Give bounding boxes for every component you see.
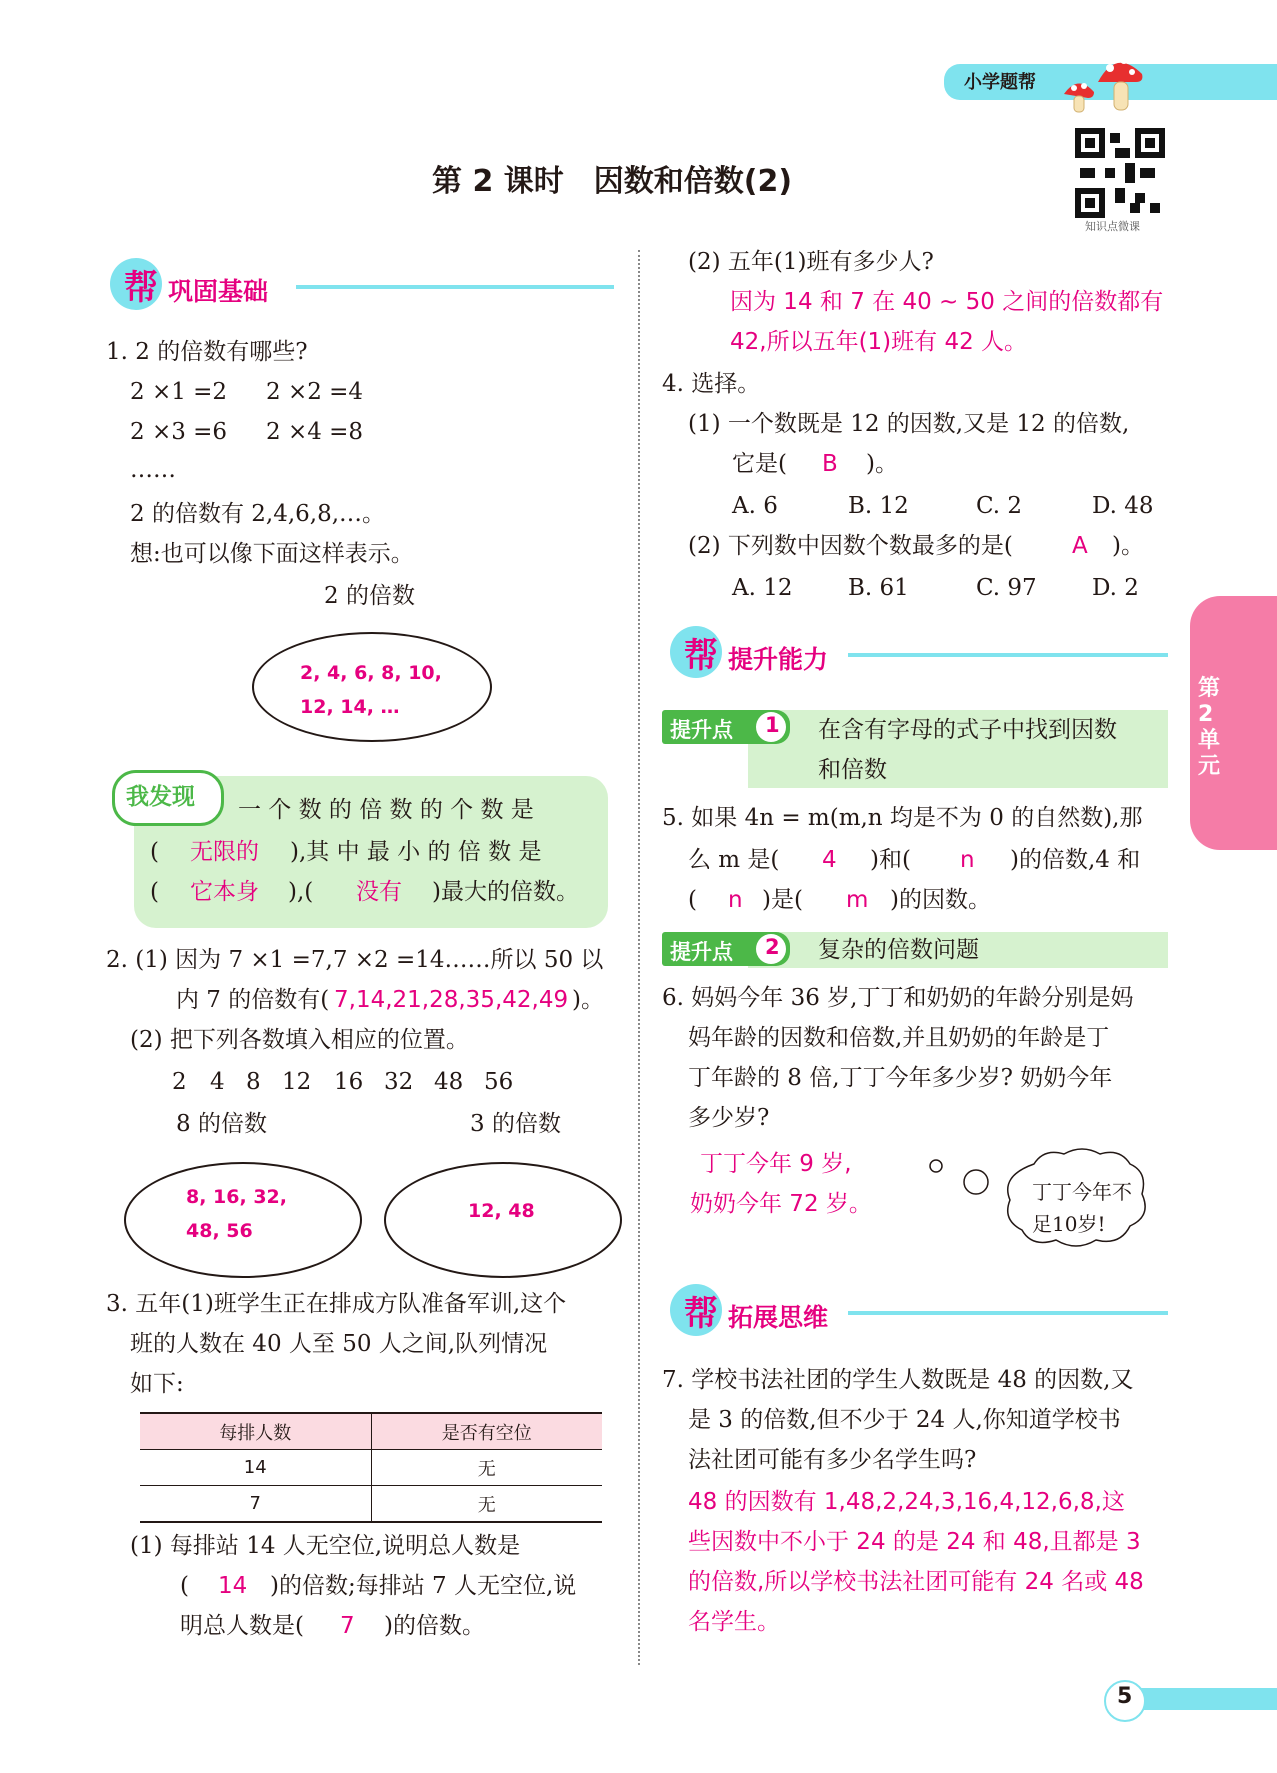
section-rule xyxy=(296,285,614,289)
q5-answer: 4 xyxy=(822,847,837,873)
section-title-expand: 拓展思维 xyxy=(728,1303,829,1332)
discover-line: ),其 中 最 小 的 倍 数 是 xyxy=(290,839,542,865)
q4-title: 4. 选择。 xyxy=(662,371,761,397)
q2-line: )。 xyxy=(572,987,604,1013)
q4-line: )。 xyxy=(866,451,898,477)
q5-line: )的因数。 xyxy=(890,887,991,913)
q2-line: (2) 把下列各数填入相应的位置。 xyxy=(130,1027,469,1053)
brand-text: 小学题帮 xyxy=(964,72,1036,93)
q2-line: 内 7 的倍数有( xyxy=(176,987,330,1013)
q4-answer: B xyxy=(822,451,838,477)
q1-answer: 2, 4, 6, 8, 10, xyxy=(300,662,442,684)
q2-answer: 7,14,21,28,35,42,49 xyxy=(334,987,569,1013)
section-badge: 帮 xyxy=(124,268,158,308)
discover-line: )最大的倍数。 xyxy=(432,879,579,905)
thought-bubble-text: 足10岁! xyxy=(1032,1212,1106,1236)
q4-option: C. 2 xyxy=(976,493,1023,519)
table-row xyxy=(140,1486,602,1523)
q1-think: 想:也可以像下面这样表示。 xyxy=(130,541,414,567)
q7-answer: 48 的因数有 1,48,2,24,3,16,4,12,6,8,这 xyxy=(688,1489,1125,1515)
q7-line: 7. 学校书法社团的学生人数既是 48 的因数,又 xyxy=(662,1367,1134,1393)
table-header-row xyxy=(140,1413,602,1450)
q2-answer-3: 12, 48 xyxy=(468,1200,535,1222)
q2-line: 2. (1) 因为 7 ×1 =7,7 ×2 =14……所以 50 以 xyxy=(106,947,604,973)
q7-line: 是 3 的倍数,但不少于 24 人,你知道学校书 xyxy=(688,1407,1121,1433)
q4-answer: A xyxy=(1072,533,1088,559)
q2-number: 32 xyxy=(384,1069,414,1095)
q4-line: )。 xyxy=(1112,533,1144,559)
thought-bubble-text: 丁丁今年不 xyxy=(1032,1180,1132,1204)
q7-answer: 名学生。 xyxy=(688,1609,780,1635)
unit-tab-label: 第2单元 xyxy=(1198,676,1221,779)
q5-line: ( xyxy=(688,887,697,913)
q3-line: )的倍数;每排站 7 人无空位,说 xyxy=(270,1573,577,1599)
q5-answer: n xyxy=(728,887,743,913)
q2-answer-8: 8, 16, 32, xyxy=(186,1186,287,1208)
q3-answer: 42,所以五年(1)班有 42 人。 xyxy=(730,329,1028,355)
point-label-text: 提升点 xyxy=(670,940,733,964)
q3-answer: 14 xyxy=(218,1573,248,1599)
q1-eq: 2 ×4 =8 xyxy=(266,419,364,445)
table-header: 是否有空位 xyxy=(371,1413,602,1450)
discover-answer: 它本身 xyxy=(190,879,259,905)
q4-option: A. 12 xyxy=(732,575,793,601)
q4-line: (2) 下列数中因数个数最多的是( xyxy=(688,533,1013,559)
q4-option: C. 97 xyxy=(976,575,1037,601)
q4-option: A. 6 xyxy=(732,493,778,519)
point-text: 复杂的倍数问题 xyxy=(818,937,979,963)
table-row xyxy=(140,1450,602,1486)
q3-line: 班的人数在 40 人至 50 人之间,队列情况 xyxy=(130,1331,548,1357)
q6-answer: 奶奶今年 72 岁。 xyxy=(690,1191,872,1217)
q2-label-3: 3 的倍数 xyxy=(470,1111,561,1137)
q5-line: 么 m 是( xyxy=(688,847,780,873)
multiples-of-2-ellipse xyxy=(252,632,492,742)
section-title-basic: 巩固基础 xyxy=(168,277,269,306)
q1-title: 1. 2 的倍数有哪些? xyxy=(106,339,308,365)
q1-eq: 2 ×2 =4 xyxy=(266,379,364,405)
q6-answer: 丁丁今年 9 岁, xyxy=(700,1151,852,1177)
q7-answer: 的倍数,所以学校书法社团可能有 24 名或 48 xyxy=(688,1569,1144,1595)
q2-number: 16 xyxy=(334,1069,364,1095)
q1-diagram-label: 2 的倍数 xyxy=(324,583,415,609)
discover-line: ( xyxy=(150,879,159,905)
q5-line: )的倍数,4 和 xyxy=(1010,847,1141,873)
q3-line: 如下: xyxy=(130,1371,184,1397)
q3-answer: 因为 14 和 7 在 40 ~ 50 之间的倍数都有 xyxy=(730,289,1164,315)
q5-line: )是( xyxy=(762,887,803,913)
q3-line: 明总人数是( xyxy=(180,1613,304,1639)
point-text: 在含有字母的式子中找到因数 xyxy=(818,717,1117,743)
q3-line: ( xyxy=(180,1573,189,1599)
section-badge: 帮 xyxy=(684,1294,718,1334)
q2-number: 12 xyxy=(282,1069,312,1095)
q3-line: (1) 每排站 14 人无空位,说明总人数是 xyxy=(130,1533,521,1559)
q2-number: 48 xyxy=(434,1069,464,1095)
q4-option: D. 2 xyxy=(1092,575,1139,601)
point-number-text: 2 xyxy=(765,935,780,959)
q4-line: 它是( xyxy=(732,451,787,477)
discover-line: ),( xyxy=(288,879,314,905)
page-number: 5 xyxy=(1117,1684,1133,1709)
qr-code-icon[interactable] xyxy=(1075,128,1165,218)
point-number-text: 1 xyxy=(765,713,780,737)
table-header: 每排人数 xyxy=(140,1413,371,1450)
discover-answer: 没有 xyxy=(356,879,402,905)
q2-number: 8 xyxy=(246,1069,261,1095)
page-title: 第 2 课时 因数和倍数(2) xyxy=(432,164,793,199)
q6-line: 6. 妈妈今年 36 岁,丁丁和奶奶的年龄分别是妈 xyxy=(662,985,1134,1011)
section-badge: 帮 xyxy=(684,636,718,676)
q2-number: 56 xyxy=(484,1069,514,1095)
table-cell: 无 xyxy=(371,1450,602,1486)
q1-line: 2 的倍数有 2,4,6,8,…。 xyxy=(130,501,386,527)
qr-caption: 知识点微课 xyxy=(1085,220,1140,233)
q3-line: 3. 五年(1)班学生正在排成方队准备军训,这个 xyxy=(106,1291,567,1317)
q3-table xyxy=(140,1412,602,1523)
q6-line: 妈年龄的因数和倍数,并且奶奶的年龄是丁 xyxy=(688,1025,1110,1051)
q1-answer: 12, 14, … xyxy=(300,696,400,718)
section-title-improve: 提升能力 xyxy=(728,645,829,674)
q6-line: 多少岁? xyxy=(688,1105,770,1131)
discover-line: ( xyxy=(150,839,159,865)
q2-number: 2 xyxy=(172,1069,187,1095)
q1-eq: 2 ×1 =2 xyxy=(130,379,228,405)
q3-line: )的倍数。 xyxy=(384,1613,485,1639)
discover-line: 一 个 数 的 倍 数 的 个 数 是 xyxy=(238,797,534,823)
q5-answer: n xyxy=(960,847,975,873)
q5-answer: m xyxy=(846,887,869,913)
q5-line: 5. 如果 4n = m(m,n 均是不为 0 的自然数),那 xyxy=(662,805,1143,831)
discover-answer: 无限的 xyxy=(190,839,259,865)
q7-line: 法社团可能有多少名学生吗? xyxy=(688,1447,977,1473)
q1-eq: 2 ×3 =6 xyxy=(130,419,228,445)
q1-ellipsis: …… xyxy=(130,457,176,483)
q4-line: (1) 一个数既是 12 的因数,又是 12 的倍数, xyxy=(688,411,1130,437)
table-cell: 7 xyxy=(140,1486,371,1523)
q4-option: B. 12 xyxy=(848,493,909,519)
q2-label-8: 8 的倍数 xyxy=(176,1111,267,1137)
q5-line: )和( xyxy=(870,847,911,873)
q7-answer: 些因数中不小于 24 的是 24 和 48,且都是 3 xyxy=(688,1529,1141,1555)
table-cell: 无 xyxy=(371,1486,602,1523)
q4-option: B. 61 xyxy=(848,575,909,601)
section-rule xyxy=(848,1311,1168,1315)
table-cell: 14 xyxy=(140,1450,371,1486)
section-rule xyxy=(848,653,1168,657)
q3-answer: 7 xyxy=(340,1613,355,1639)
q2-number: 4 xyxy=(210,1069,225,1095)
mushroom-icon xyxy=(1058,44,1148,116)
discover-tag-label: 我发现 xyxy=(126,784,195,810)
q6-line: 丁年龄的 8 倍,丁丁今年多少岁? 奶奶今年 xyxy=(688,1065,1113,1091)
point-label-text: 提升点 xyxy=(670,718,733,742)
q3-line: (2) 五年(1)班有多少人? xyxy=(688,249,934,275)
column-divider xyxy=(638,250,640,1665)
q4-option: D. 48 xyxy=(1092,493,1154,519)
point-text: 和倍数 xyxy=(818,757,887,783)
q2-answer-8: 48, 56 xyxy=(186,1220,253,1242)
